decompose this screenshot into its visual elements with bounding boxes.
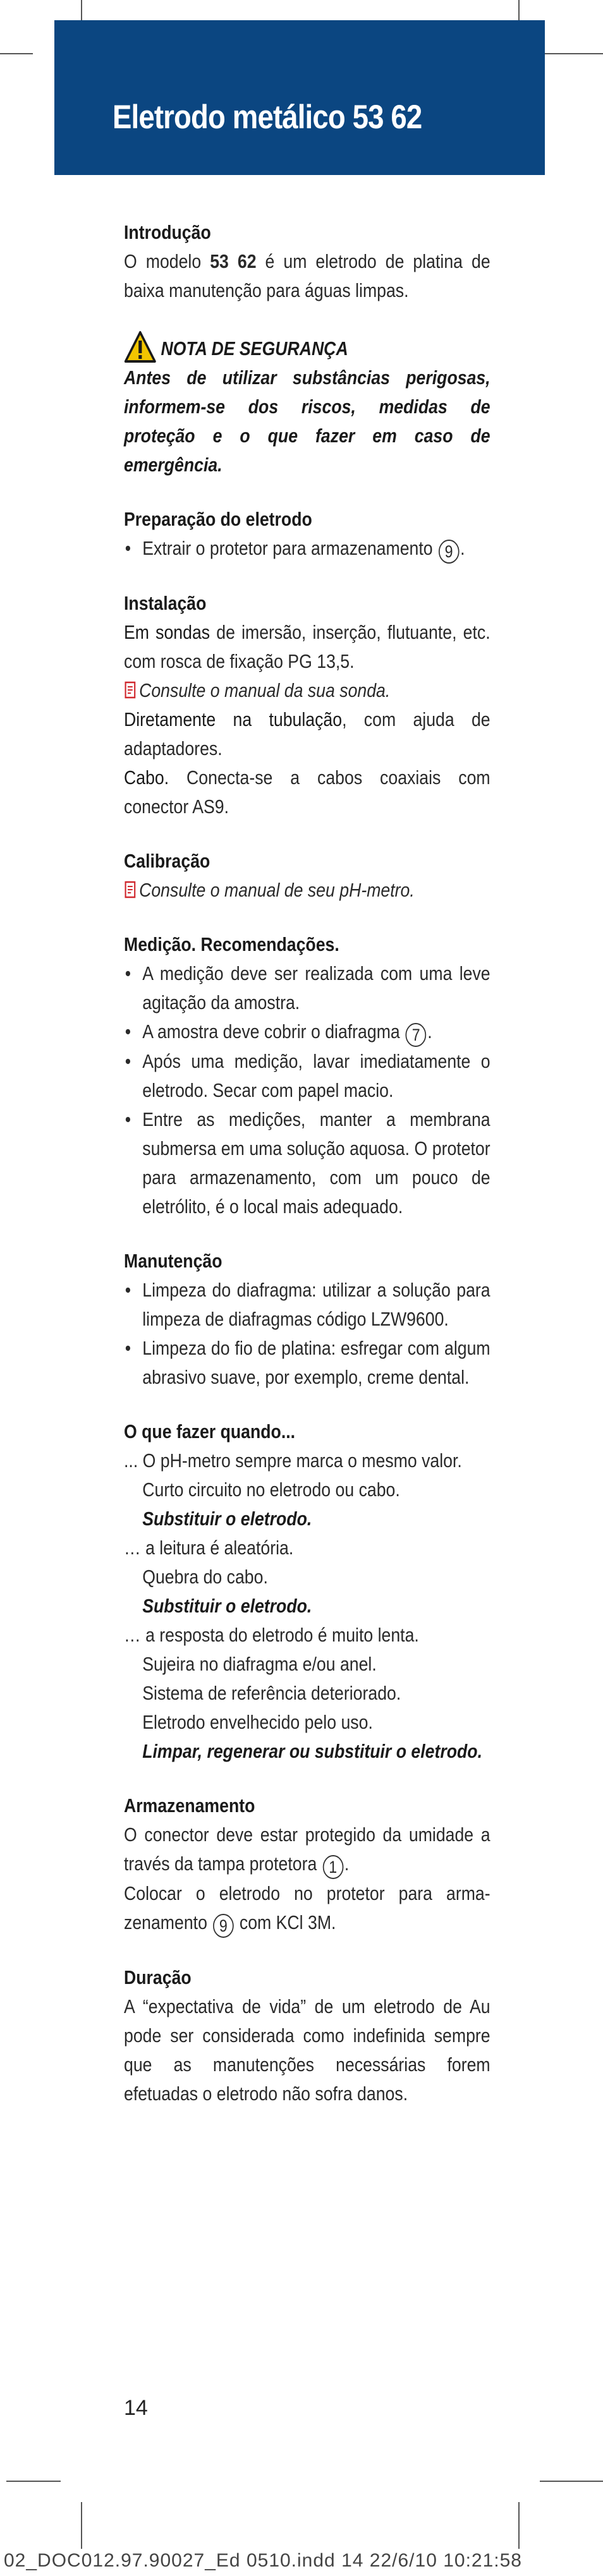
safety-note-text: Antes de utilizar substâncias perigosas, informem-se dos riscos, medidas de proteção e o que fazer em caso de emergência. [124, 366, 490, 476]
section-calibration [124, 847, 490, 905]
list-item [124, 534, 490, 564]
list-item [124, 1017, 490, 1047]
list-item: • Limpeza do fio de platina: esfregar com algum abrasivo suave, por exemplo, creme dental. [124, 1334, 490, 1392]
cable-text: Conecta-se a cabos coaxiais com conector AS9. [124, 766, 490, 818]
maintenance-list [124, 1276, 490, 1392]
calibration-reference: Consulte o manual de seu pH-metro. [139, 879, 415, 901]
lifetime-heading: Duração [124, 1966, 192, 1988]
installation-probes [124, 618, 490, 676]
pipe-label: Diretamente na tubulação [124, 708, 343, 730]
list-item: • A medição deve ser realizada com uma leve agitação da amostra. [124, 959, 490, 1017]
crop-mark-bottom-left [81, 2502, 82, 2549]
crop-mark-bottom-right [518, 2502, 520, 2549]
troubleshooting-problem: … a resposta do eletrodo é muito lenta. [124, 1624, 419, 1646]
probes-text: de imersão, inserção, flutuante, etc. com rosca de fixação PG 13,5. [124, 621, 490, 672]
list-item: • Entre as medições, manter a membrana submersa em uma solução aquosa. O protetor para armazenamento, com um pouco de eletrólito, é o local mais adequado. [124, 1105, 490, 1221]
installation-pipe [124, 705, 490, 763]
list-item: • Limpeza do diafragma: utilizar a solução para limpeza de diafragmas código LZW9600. [124, 1276, 490, 1334]
safety-note-title [124, 330, 490, 363]
manual-reference-icon [124, 680, 137, 699]
section-safety-note [124, 330, 490, 480]
lifetime-text: A “expectativa de vida” de um eletrodo de Au pode ser considerada como indefinida sempre que as manutenções necessárias forem efetuadas o eletrodo não sofra danos. [124, 1995, 490, 2105]
storage-text-1-body: O conector deve estar protegido da umidade a través da tampa protetora [124, 1823, 490, 1875]
troubleshooting-cause: Sujeira no diafragma e/ou anel. [142, 1653, 377, 1675]
reference-number: 9 [213, 1914, 234, 1938]
crop-mark-top-right-h [540, 53, 603, 54]
crop-mark-bottom-right-h [540, 2481, 603, 2482]
crop-mark-bottom-left-h [6, 2481, 61, 2482]
troubleshooting-heading: O que fazer quando... [124, 1420, 296, 1442]
storage-text-1-end: . [344, 1853, 350, 1875]
page-title: Eletrodo metálico 53 62 [113, 99, 422, 136]
troubleshooting-cause: Sistema de referência deteriorado. [142, 1682, 401, 1704]
print-slug: 02_DOC012.97.90027_Ed 0510.indd 14 22/6/10 10:21:58 [4, 2550, 522, 2571]
section-preparation [124, 505, 490, 564]
preparation-item-end: . [460, 537, 465, 559]
probes-label: Em sondas [124, 621, 210, 643]
installation-cable [124, 763, 490, 821]
troubleshooting-solution: Substituir o eletrodo. [142, 1595, 312, 1617]
measurement-list [124, 959, 490, 1221]
section-lifetime [124, 1963, 490, 2108]
storage-text-1 [124, 1820, 490, 1879]
introduction-text [124, 247, 490, 305]
preparation-item-text: Extrair o protetor para armazenamento [142, 537, 433, 559]
storage-text-2-body: Colocar o eletrodo no protetor para armazenamento [124, 1882, 490, 1933]
model-number: 53 62 [210, 250, 257, 272]
reference-number: 9 [439, 540, 460, 564]
section-introduction [124, 218, 490, 305]
crop-mark-top-left-h [0, 53, 33, 54]
page-number: 14 [124, 2396, 148, 2420]
storage-text-2-end: com KCl 3M. [234, 1911, 336, 1933]
troubleshooting-cause: Eletrodo envelhecido pelo uso. [142, 1711, 373, 1733]
introduction-text-pre: O modelo [124, 250, 210, 272]
list-item: • Após uma medição, lavar imediatamente o eletrodo. Secar com papel macio. [124, 1047, 490, 1105]
safety-note-heading: NOTA DE SEGURANÇA [161, 337, 348, 360]
preparation-heading: Preparação do eletrodo [124, 508, 312, 530]
section-storage [124, 1791, 490, 1938]
measurement-heading: Medição. Recomendações. [124, 933, 339, 955]
preparation-list [124, 534, 490, 564]
cable-label: Cabo. [124, 766, 169, 789]
section-troubleshooting [124, 1417, 490, 1766]
storage-heading: Armazenamento [124, 1794, 255, 1817]
warning-icon [124, 330, 157, 363]
section-maintenance [124, 1247, 490, 1392]
troubleshooting-cause: Quebra do cabo. [142, 1566, 268, 1588]
troubleshooting-cause: Curto circuito no eletrodo ou cabo. [142, 1478, 400, 1501]
troubleshooting-solution: Substituir o eletrodo. [142, 1508, 312, 1530]
calibration-ref [124, 876, 490, 905]
troubleshooting-solution: Limpar, regenerar ou substituir o eletrodo. [142, 1740, 482, 1762]
storage-text-2 [124, 1879, 490, 1938]
troubleshooting-problem: ... O pH-metro sempre marca o mesmo valor. [124, 1449, 462, 1472]
measurement-item-text: A amostra deve cobrir o diafragma [142, 1020, 400, 1043]
pipe-text: , com ajuda de adaptadores. [124, 708, 490, 759]
section-installation [124, 589, 490, 821]
manual-reference-icon [124, 880, 137, 899]
troubleshooting-problem: … a leitura é aleatória. [124, 1537, 294, 1559]
reference-number: 7 [406, 1023, 427, 1047]
introduction-heading: Introdução [124, 221, 211, 243]
maintenance-heading: Manutenção [124, 1250, 222, 1272]
reference-number: 1 [322, 1855, 343, 1879]
calibration-heading: Calibração [124, 850, 210, 872]
measurement-item-end: . [427, 1020, 432, 1043]
introduction-text-post: é um eletrodo de platina de baixa manutenção para águas limpas. [124, 250, 490, 301]
probes-reference: Consulte o manual da sua sonda. [139, 679, 391, 701]
installation-probes-ref [124, 676, 490, 705]
installation-heading: Instalação [124, 592, 207, 614]
section-measurement [124, 930, 490, 1221]
document-body [124, 218, 490, 2134]
